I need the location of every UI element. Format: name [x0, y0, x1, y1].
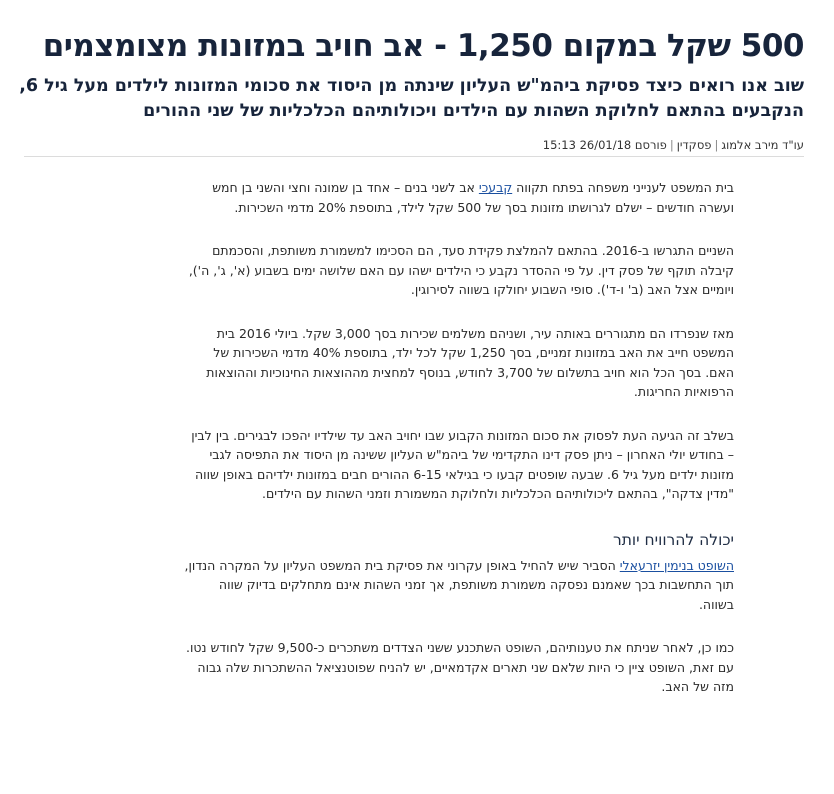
- article-paragraph-6: כמו כן, לאחר שניתח את טענותיהם, השופט השתכנע ששני הצדדים משתכרים כ-9,500 שקל לחודש נטו. עם זאת, השופט ציין כי היות שלאם שני תארים אקדמאיים, יש להניח שפוטנציאל ההשתכרות שלה גבוה מזה של האב.: [186, 640, 734, 694]
- article-headline: 500 שקל במקום 1,250 - אב חויב במזונות מצומצמים: [42, 28, 804, 64]
- byline: [24, 136, 804, 154]
- byline-section[interactable]: פסקדין: [676, 138, 712, 152]
- article-paragraph-2: השניים התגרשו ב-2016. בהתאם להמלצת פקידת סעד, הם הסכימו למשמורת משותפת, והסכמתם קיבלה תוקף של פסק דין. על פי ההסדר נקבע כי הילדים ישהו עם האם שלושה ימים בשבוע (א', ג', ה'), ויומיים אצל האב (ב' ו-ד'). סופי השבוע יחולקו בשווה לסירוגין.: [188, 243, 734, 297]
- article-paragraph-1: [184, 178, 734, 217]
- article-paragraph-4: בשלב זה הגיעה העת לפסוק את סכום המזונות הקבוע שבו יחויב האב עד שילדיו יהפכו לבגירים. בין לבין – בחודש יולי האחרון – ניתן פסק דינו התקדימי של ביהמ"ש העליון ששינה מן היסוד את התפיסה לגבי מזונות ילדים מעל גיל 6. שבעה שופטים קבעו כי בגילאי 6-15 ההורים חבים במזונות ילדיהם באופן שווה "מדין צדקה", בהתאם ליכולותיהם הכלכליות ולחלוקת המשמורת וזמני השהות עם הילדים.: [191, 427, 734, 501]
- article-subheadline: שוב אנו רואים כיצד פסיקת ביהמ"ש העליון שינתה מן היסוד את סכומי המזונות לילדים מעל גיל 6, הנקבעים בהתאם לחלוקת השהות עם הילדים ויכולותיהם הכלכליות של שני ההורים: [19, 76, 804, 121]
- paragraph-text: אב לשני בנים – אחד בן שמונה וחצי והשני בן חמש ועשרה חודשים – ישלם לגרושתו מזונות בסך של 500 שקל לילד, בתוספת 20% מדמי השכירות.: [212, 180, 734, 215]
- byline-published-time: 15:13 26/01/18: [542, 138, 632, 152]
- byline-author[interactable]: עו"ד מירב אלמוג: [721, 138, 804, 152]
- byline-published-label: פורסם: [634, 138, 667, 152]
- ruling-link[interactable]: קבעכי: [478, 180, 513, 195]
- byline-divider: [24, 156, 804, 157]
- paragraph-text: בית המשפט לענייני משפחה בפתח תקווה: [512, 180, 734, 195]
- article-subheading: יכולה להרוויח יותר: [612, 530, 734, 549]
- article-paragraph-3: מאז שנפרדו הם מתגוררים באותה עיר, ושניהם משלמים שכירות בסך 3,000 שקל. ביולי 2016 בית המשפט חייב את האב במזונות זמניים, בסך 1,250 שקל לכל ילד, בתוספת 40% מדמי השכירות של האם. בסך הכל הוא חויב בתשלום של 3,700 לחודש, בנוסף למחצית מההוצאות החינוכיות וההוצאות הרפואיות החריגות.: [206, 325, 734, 399]
- article-body: [184, 178, 734, 721]
- byline-separator: |: [669, 138, 674, 152]
- byline-separator: |: [714, 138, 719, 152]
- judge-link[interactable]: השופט בנימין יזרעאלי: [619, 557, 734, 573]
- paragraph-text: הסביר שיש להחיל באופן עקרוני את פסיקת בית המשפט העליון על המקרה הנדון, תוך התחשבות בכך שאמנם נפסקה משמורת משותפת, אך זמני השהות אינם מתחלקים בדיוק שווה בשווה.: [184, 557, 734, 612]
- article-paragraph-5: [184, 556, 734, 615]
